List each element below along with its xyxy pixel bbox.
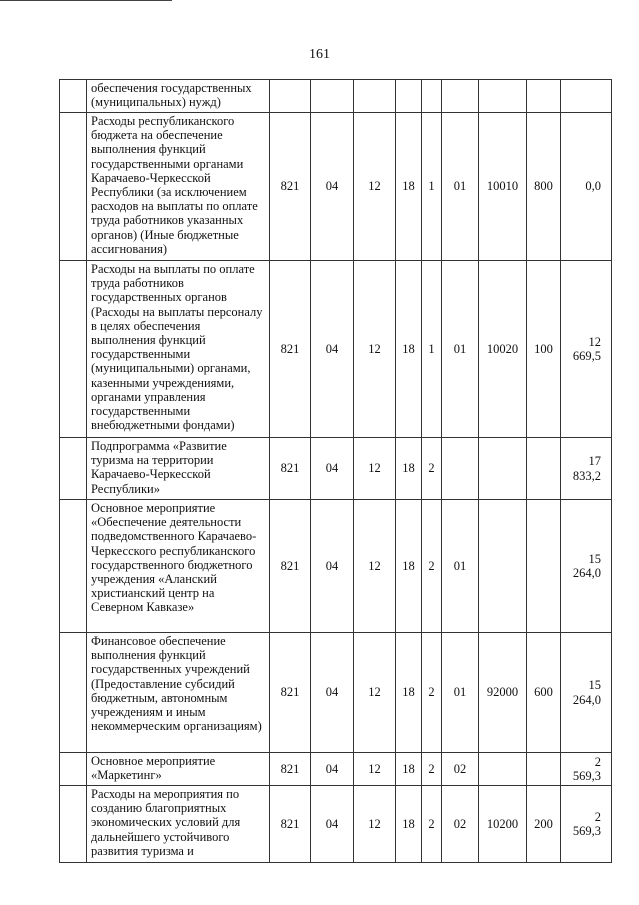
- amount: 2 569,3: [561, 753, 612, 786]
- code-program: 18: [396, 786, 422, 863]
- code-subsection: 12: [354, 438, 396, 500]
- code-main-activity: [442, 438, 479, 500]
- code-expense-type: 600: [527, 633, 561, 753]
- code-ved: 821: [270, 753, 311, 786]
- item-name: Финансовое обеспечение выполнения функций государственных учреждений (Предоставление субсидий бюджетным, автономным учреждениям и иным некоммерческим организациям): [87, 633, 270, 753]
- amount: 15 264,0: [561, 500, 612, 633]
- code-subsection: 12: [354, 261, 396, 438]
- code-subprogram: 2: [422, 753, 442, 786]
- item-name: Основное мероприятие «Маркетинг»: [87, 753, 270, 786]
- code-program: 18: [396, 633, 422, 753]
- code-subsection: [354, 80, 396, 113]
- code-main-activity: 01: [442, 500, 479, 633]
- item-name: Основное мероприятие «Обеспечение деятельности подведомственного Карачаево-Черкесского республиканского государственного бюджетного учреждения «Аланский христианский центр на Северном Кавказе»: [87, 500, 270, 633]
- code-main-activity: [442, 80, 479, 113]
- amount: 0,0: [561, 113, 612, 261]
- code-program: [396, 80, 422, 113]
- code-direction: 10020: [479, 261, 527, 438]
- code-main-activity: 01: [442, 633, 479, 753]
- table-row: [60, 80, 612, 113]
- code-direction: [479, 438, 527, 500]
- margin-cell: [60, 261, 87, 438]
- margin-cell: [60, 438, 87, 500]
- table-row: [60, 633, 612, 753]
- code-direction: [479, 753, 527, 786]
- code-direction: 92000: [479, 633, 527, 753]
- code-program: 18: [396, 113, 422, 261]
- code-program: 18: [396, 753, 422, 786]
- margin-cell: [60, 786, 87, 863]
- code-section: 04: [311, 113, 354, 261]
- code-ved: 821: [270, 786, 311, 863]
- code-program: 18: [396, 438, 422, 500]
- code-main-activity: 01: [442, 113, 479, 261]
- code-expense-type: [527, 753, 561, 786]
- code-main-activity: 01: [442, 261, 479, 438]
- margin-cell: [60, 113, 87, 261]
- code-expense-type: [527, 80, 561, 113]
- code-subprogram: 2: [422, 500, 442, 633]
- code-main-activity: 02: [442, 753, 479, 786]
- code-program: 18: [396, 500, 422, 633]
- code-direction: 10010: [479, 113, 527, 261]
- code-ved: 821: [270, 113, 311, 261]
- code-subprogram: [422, 80, 442, 113]
- code-ved: [270, 80, 311, 113]
- margin-cell: [60, 500, 87, 633]
- code-subprogram: 1: [422, 261, 442, 438]
- code-main-activity: 02: [442, 786, 479, 863]
- table-row: [60, 500, 612, 633]
- code-subsection: 12: [354, 786, 396, 863]
- item-name: Расходы республиканского бюджета на обеспечение выполнения функций государственными органами Карачаево-Черкесской Республики (за исключением расходов на выплаты по оплате труда работников указанных органов) (Иные бюджетные ассигнования): [87, 113, 270, 261]
- margin-cell: [60, 80, 87, 113]
- page-number: 161: [309, 47, 330, 62]
- margin-cell: [60, 753, 87, 786]
- code-program: 18: [396, 261, 422, 438]
- code-section: 04: [311, 500, 354, 633]
- item-name: Расходы на выплаты по оплате труда работников государственных органов (Расходы на выплаты персоналу в целях обеспечения выполнения функций государственными (муниципальными) органами, казенными учреждениями, органами управления государственными внебюджетными фондами): [87, 261, 270, 438]
- item-name: Расходы на мероприятия по созданию благоприятных экономических условий для дальнейшего устойчивого развития туризма и: [87, 786, 270, 863]
- code-section: 04: [311, 261, 354, 438]
- amount: 12 669,5: [561, 261, 612, 438]
- table-row: [60, 113, 612, 261]
- code-expense-type: [527, 438, 561, 500]
- code-section: 04: [311, 786, 354, 863]
- code-subsection: 12: [354, 633, 396, 753]
- item-name: обеспечения государственных (муниципальных) нужд): [87, 80, 270, 113]
- amount: [561, 80, 612, 113]
- code-expense-type: 800: [527, 113, 561, 261]
- code-subsection: 12: [354, 753, 396, 786]
- table-row: [60, 261, 612, 438]
- code-ved: 821: [270, 633, 311, 753]
- code-section: [311, 80, 354, 113]
- code-section: 04: [311, 633, 354, 753]
- code-direction: 10200: [479, 786, 527, 863]
- table-row: [60, 438, 612, 500]
- item-name: Подпрограмма «Развитие туризма на территории Карачаево-Черкесской Республики»: [87, 438, 270, 500]
- code-expense-type: 200: [527, 786, 561, 863]
- amount: 15 264,0: [561, 633, 612, 753]
- amount: 17 833,2: [561, 438, 612, 500]
- code-subprogram: 2: [422, 438, 442, 500]
- budget-table: [59, 79, 612, 863]
- code-subprogram: 2: [422, 786, 442, 863]
- code-ved: 821: [270, 500, 311, 633]
- code-direction: [479, 500, 527, 633]
- code-direction: [479, 80, 527, 113]
- code-subprogram: 2: [422, 633, 442, 753]
- code-ved: 821: [270, 261, 311, 438]
- top-rule: [0, 0, 172, 1]
- code-section: 04: [311, 438, 354, 500]
- table-row: [60, 753, 612, 786]
- code-subsection: 12: [354, 113, 396, 261]
- code-expense-type: [527, 500, 561, 633]
- table-row: [60, 786, 612, 863]
- code-subprogram: 1: [422, 113, 442, 261]
- code-expense-type: 100: [527, 261, 561, 438]
- code-ved: 821: [270, 438, 311, 500]
- margin-cell: [60, 633, 87, 753]
- code-section: 04: [311, 753, 354, 786]
- code-subsection: 12: [354, 500, 396, 633]
- amount: 2 569,3: [561, 786, 612, 863]
